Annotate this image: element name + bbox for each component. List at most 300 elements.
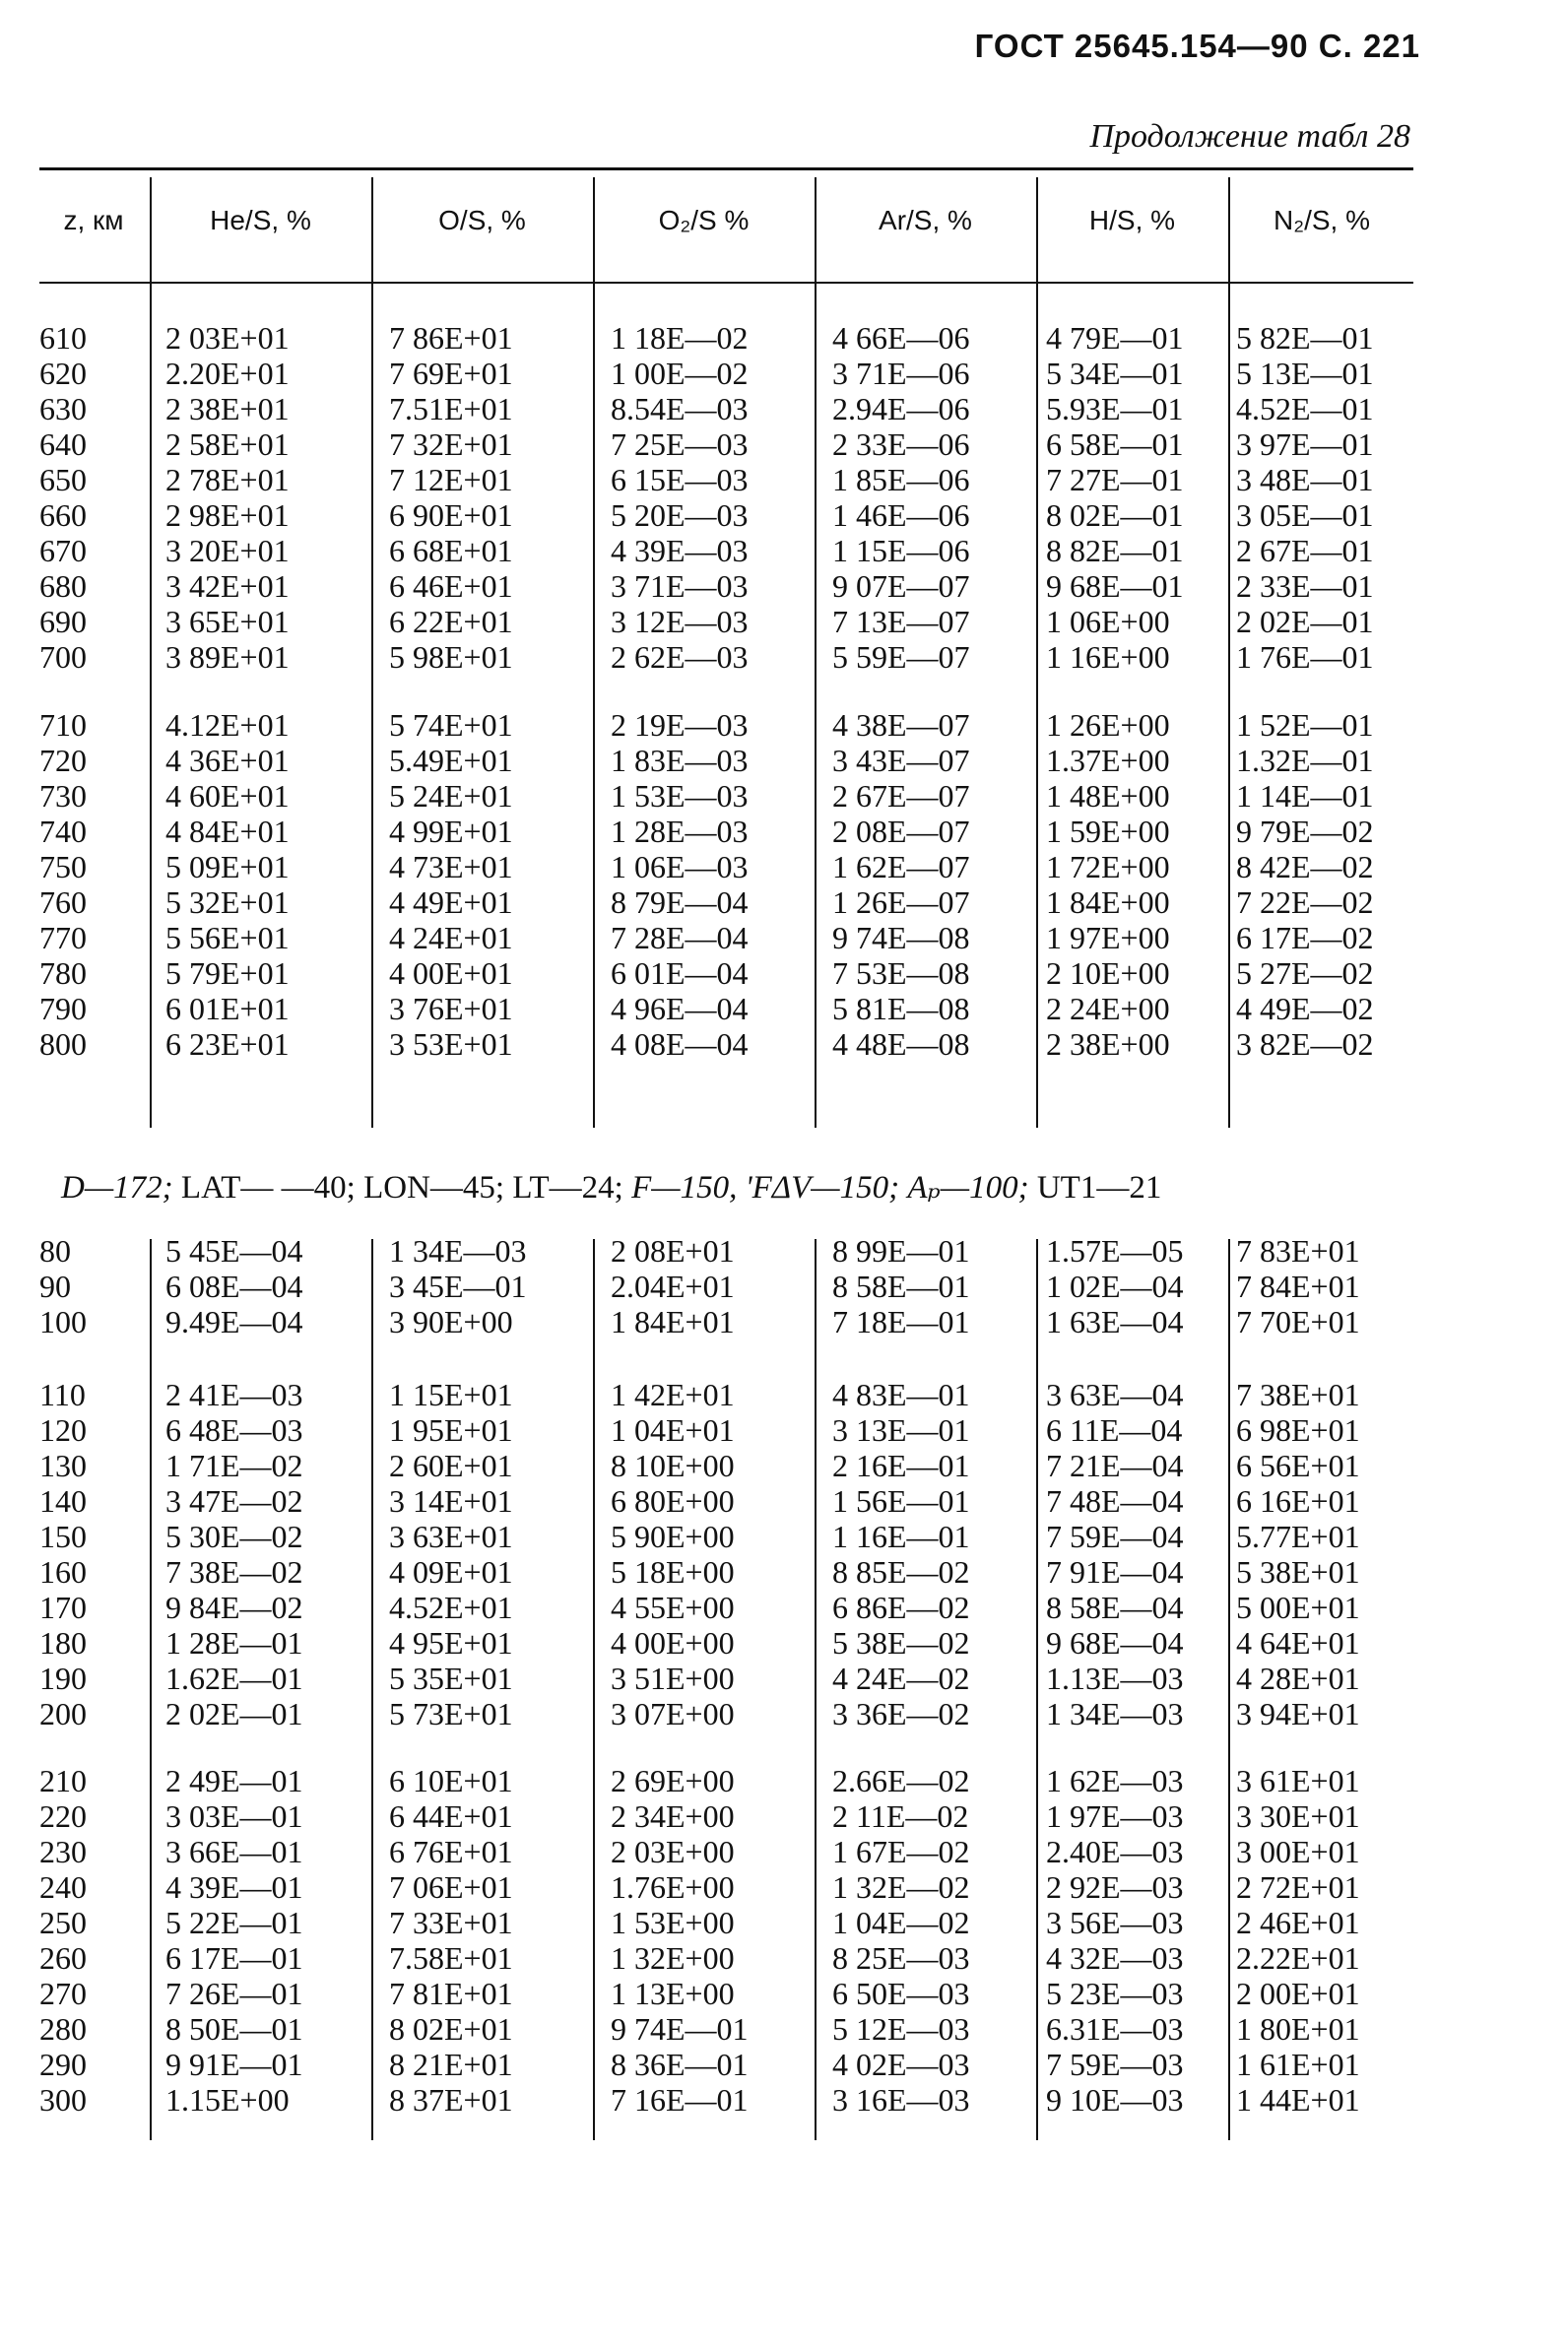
cell-he: 1 71E—02 (165, 1448, 303, 1483)
cell-n2: 4 64E+01 (1236, 1625, 1360, 1661)
cell-he: 2 58E+01 (165, 426, 290, 462)
cell-o: 4 24E+01 (389, 920, 513, 955)
cell-n2: 5 13E—01 (1236, 356, 1374, 391)
cell-h: 1 02E—04 (1046, 1269, 1184, 1304)
cell-n2: 6 17E—02 (1236, 920, 1374, 955)
table-row (0, 778, 1568, 814)
cell-n2: 5 27E—02 (1236, 955, 1374, 991)
cell-o: 4.52E+01 (389, 1590, 513, 1625)
cell-ar: 4 48E—08 (832, 1026, 970, 1062)
cell-o: 6 76E+01 (389, 1834, 513, 1869)
cell-he: 6 01E+01 (165, 991, 290, 1026)
cell-ar: 5 59E—07 (832, 639, 970, 675)
table-header-rule (39, 282, 1413, 284)
cell-n2: 2 46E+01 (1236, 1905, 1360, 1940)
cell-altitude: 670 (39, 533, 87, 568)
cell-h: 7 27E—01 (1046, 462, 1184, 497)
cell-h: 1 97E+00 (1046, 920, 1170, 955)
cell-he: 3 65E+01 (165, 604, 290, 639)
cell-o2: 5 20E—03 (611, 497, 749, 533)
cell-o2: 5 18E+00 (611, 1554, 735, 1590)
cell-altitude: 700 (39, 639, 87, 675)
table-row (0, 849, 1568, 884)
cell-ar: 7 18E—01 (832, 1304, 970, 1339)
cell-h: 1 06E+00 (1046, 604, 1170, 639)
cell-h: 6.31E—03 (1046, 2011, 1184, 2047)
cell-h: 1 34E—03 (1046, 1696, 1184, 1731)
cell-he: 5 32E+01 (165, 884, 290, 920)
cell-o2: 3 12E—03 (611, 604, 749, 639)
cond-fdv: 'FΔV—150; (745, 1170, 900, 1206)
cell-o2: 4 39E—03 (611, 533, 749, 568)
cell-o2: 1 13E+00 (611, 1976, 735, 2011)
cell-o2: 2.04E+01 (611, 1269, 735, 1304)
table-row (0, 2047, 1568, 2082)
cell-o: 7 32E+01 (389, 426, 513, 462)
cell-n2: 1 80E+01 (1236, 2011, 1360, 2047)
cond-f: F—150, (631, 1170, 738, 1206)
cell-altitude: 270 (39, 1976, 87, 2011)
cell-he: 2 03E+01 (165, 320, 290, 356)
cell-h: 2 24E+00 (1046, 991, 1170, 1026)
cell-ar: 4 83E—01 (832, 1377, 970, 1412)
cell-o: 7 33E+01 (389, 1905, 513, 1940)
cell-ar: 8 25E—03 (832, 1940, 970, 1976)
cell-n2: 2 02E—01 (1236, 604, 1374, 639)
cell-ar: 2.94E—06 (832, 391, 970, 426)
cond-d: D—172; (61, 1170, 173, 1206)
cell-n2: 8 42E—02 (1236, 849, 1374, 884)
cell-o2: 1 28E—03 (611, 814, 749, 849)
cell-o2: 4 96E—04 (611, 991, 749, 1026)
cell-h: 1 62E—03 (1046, 1763, 1184, 1798)
column-header-o: O/S, % (438, 205, 526, 235)
cell-o2: 6 15E—03 (611, 462, 749, 497)
cell-altitude: 620 (39, 356, 87, 391)
table-row (0, 1869, 1568, 1905)
cell-altitude: 650 (39, 462, 87, 497)
cell-o2: 1 83E—03 (611, 743, 749, 778)
cell-n2: 4 49E—02 (1236, 991, 1374, 1026)
cell-ar: 4 02E—03 (832, 2047, 970, 2082)
column-header-altitude: z, км (63, 205, 124, 235)
table-row (0, 533, 1568, 568)
cell-n2: 5 00E+01 (1236, 1590, 1360, 1625)
cell-altitude: 720 (39, 743, 87, 778)
table-row (0, 955, 1568, 991)
cell-o: 4 99E+01 (389, 814, 513, 849)
cell-o: 4 00E+01 (389, 955, 513, 991)
cell-o2: 3 07E+00 (611, 1696, 735, 1731)
table-row (0, 1940, 1568, 1976)
cell-h: 5 34E—01 (1046, 356, 1184, 391)
cell-o: 3 53E+01 (389, 1026, 513, 1062)
cell-o: 6 90E+01 (389, 497, 513, 533)
table-row (0, 604, 1568, 639)
cell-o2: 1 04E+01 (611, 1412, 735, 1448)
cell-o: 7.58E+01 (389, 1940, 513, 1976)
cell-altitude: 640 (39, 426, 87, 462)
cell-o: 8 02E+01 (389, 2011, 513, 2047)
cell-o2: 6 80E+00 (611, 1483, 735, 1519)
cell-h: 1.57E—05 (1046, 1233, 1184, 1269)
cell-he: 1.62E—01 (165, 1661, 303, 1696)
cell-h: 2 92E—03 (1046, 1869, 1184, 1905)
cell-altitude: 790 (39, 991, 87, 1026)
cell-h: 1 59E+00 (1046, 814, 1170, 849)
cell-ar: 5 81E—08 (832, 991, 970, 1026)
cell-ar: 4 66E—06 (832, 320, 970, 356)
table-row (0, 1412, 1568, 1448)
cell-o: 6 68E+01 (389, 533, 513, 568)
cell-o: 1 95E+01 (389, 1412, 513, 1448)
cell-ar: 1 67E—02 (832, 1834, 970, 1869)
cell-n2: 6 16E+01 (1236, 1483, 1360, 1519)
cell-n2: 3 30E+01 (1236, 1798, 1360, 1834)
cell-n2: 5 82E—01 (1236, 320, 1374, 356)
cell-altitude: 280 (39, 2011, 87, 2047)
cell-o: 6 10E+01 (389, 1763, 513, 1798)
cell-he: 5 79E+01 (165, 955, 290, 991)
cell-he: 5 30E—02 (165, 1519, 303, 1554)
column-header-o2: O₂/S % (658, 205, 750, 235)
cell-ar: 3 36E—02 (832, 1696, 970, 1731)
cell-h: 9 10E—03 (1046, 2082, 1184, 2118)
cell-he: 1 28E—01 (165, 1625, 303, 1661)
cell-ar: 3 16E—03 (832, 2082, 970, 2118)
cell-he: 4 84E+01 (165, 814, 290, 849)
table-row (0, 1905, 1568, 1940)
cell-o2: 6 01E—04 (611, 955, 749, 991)
cell-h: 5 23E—03 (1046, 1976, 1184, 2011)
cell-ar: 3 71E—06 (832, 356, 970, 391)
cell-n2: 5.77E+01 (1236, 1519, 1360, 1554)
column-header-ar: Ar/S, % (879, 205, 972, 235)
table-row (0, 426, 1568, 462)
cell-h: 1 72E+00 (1046, 849, 1170, 884)
cell-o2: 8 79E—04 (611, 884, 749, 920)
cell-altitude: 180 (39, 1625, 87, 1661)
cell-o2: 3 71E—03 (611, 568, 749, 604)
cell-o: 5 24E+01 (389, 778, 513, 814)
cell-he: 4 36E+01 (165, 743, 290, 778)
cell-o2: 3 51E+00 (611, 1661, 735, 1696)
table-row (0, 1377, 1568, 1412)
cell-he: 9.49E—04 (165, 1304, 303, 1339)
cell-ar: 9 07E—07 (832, 568, 970, 604)
cell-h: 6 58E—01 (1046, 426, 1184, 462)
table-row (0, 568, 1568, 604)
cell-altitude: 660 (39, 497, 87, 533)
table-row (0, 1834, 1568, 1869)
table-top-rule (39, 167, 1413, 170)
cell-o: 3 90E+00 (389, 1304, 513, 1339)
cell-n2: 2 67E—01 (1236, 533, 1374, 568)
cell-n2: 3 00E+01 (1236, 1834, 1360, 1869)
cell-o2: 1.76E+00 (611, 1869, 735, 1905)
cell-he: 2 49E—01 (165, 1763, 303, 1798)
cell-he: 4 60E+01 (165, 778, 290, 814)
cell-altitude: 210 (39, 1763, 87, 1798)
table-row (0, 707, 1568, 743)
cell-ar: 1 46E—06 (832, 497, 970, 533)
page-header: ГОСТ 25645.154—90 С. 221 (974, 28, 1420, 64)
cell-he: 4.12E+01 (165, 707, 290, 743)
cell-n2: 1 14E—01 (1236, 778, 1374, 814)
cell-o: 8 37E+01 (389, 2082, 513, 2118)
cell-o: 8 21E+01 (389, 2047, 513, 2082)
table-row (0, 1448, 1568, 1483)
cond-lat: LAT— —40; (180, 1170, 356, 1206)
cell-o2: 7 16E—01 (611, 2082, 749, 2118)
cell-o: 1 34E—03 (389, 1233, 527, 1269)
cell-ar: 3 13E—01 (832, 1412, 970, 1448)
table-row (0, 462, 1568, 497)
cell-o: 3 76E+01 (389, 991, 513, 1026)
cell-h: 7 59E—03 (1046, 2047, 1184, 2082)
cell-ar: 6 50E—03 (832, 1976, 970, 2011)
cell-n2: 7 83E+01 (1236, 1233, 1360, 1269)
cell-o2: 2 34E+00 (611, 1798, 735, 1834)
cell-h: 1 16E+00 (1046, 639, 1170, 675)
table-row (0, 1798, 1568, 1834)
cell-o: 5 73E+01 (389, 1696, 513, 1731)
cond-lt: LT—24; (512, 1170, 623, 1206)
table-row (0, 639, 1568, 675)
cell-o: 1 15E+01 (389, 1377, 513, 1412)
cell-altitude: 740 (39, 814, 87, 849)
cell-o2: 2 69E+00 (611, 1763, 735, 1798)
cell-o2: 1 00E—02 (611, 356, 749, 391)
cell-ar: 1 62E—07 (832, 849, 970, 884)
cell-altitude: 200 (39, 1696, 87, 1731)
cell-n2: 3 97E—01 (1236, 426, 1374, 462)
cell-o2: 2 19E—03 (611, 707, 749, 743)
cell-o: 4 95E+01 (389, 1625, 513, 1661)
cell-ar: 3 43E—07 (832, 743, 970, 778)
table-row (0, 2082, 1568, 2118)
cell-n2: 7 38E+01 (1236, 1377, 1360, 1412)
table-row (0, 1590, 1568, 1625)
cell-altitude: 160 (39, 1554, 87, 1590)
table-row (0, 743, 1568, 778)
table-row (0, 320, 1568, 356)
cell-he: 2 41E—03 (165, 1377, 303, 1412)
cell-he: 7 38E—02 (165, 1554, 303, 1590)
cell-o2: 8 10E+00 (611, 1448, 735, 1483)
cell-ar: 1 85E—06 (832, 462, 970, 497)
table-row (0, 1483, 1568, 1519)
cell-he: 9 91E—01 (165, 2047, 303, 2082)
cell-n2: 5 38E+01 (1236, 1554, 1360, 1590)
cell-he: 2 78E+01 (165, 462, 290, 497)
cell-altitude: 780 (39, 955, 87, 991)
cell-he: 5 22E—01 (165, 1905, 303, 1940)
cell-he: 2 38E+01 (165, 391, 290, 426)
cell-ar: 8 99E—01 (832, 1233, 970, 1269)
cell-o: 5.49E+01 (389, 743, 513, 778)
table-row (0, 1233, 1568, 1269)
cell-h: 9 68E—01 (1046, 568, 1184, 604)
cell-o2: 8 36E—01 (611, 2047, 749, 2082)
conditions-line (61, 1167, 1161, 1207)
cell-ar: 5 38E—02 (832, 1625, 970, 1661)
cell-altitude: 170 (39, 1590, 87, 1625)
cell-n2: 7 70E+01 (1236, 1304, 1360, 1339)
cell-o: 7 81E+01 (389, 1976, 513, 2011)
cell-ar: 2 11E—02 (832, 1798, 969, 1834)
cell-ar: 1 32E—02 (832, 1869, 970, 1905)
table-row (0, 1625, 1568, 1661)
cell-n2: 2 72E+01 (1236, 1869, 1360, 1905)
cell-h: 3 63E—04 (1046, 1377, 1184, 1412)
cell-ar: 5 12E—03 (832, 2011, 970, 2047)
cell-o: 7 06E+01 (389, 1869, 513, 1905)
cell-o2: 1 53E—03 (611, 778, 749, 814)
cell-h: 4 32E—03 (1046, 1940, 1184, 1976)
cell-altitude: 760 (39, 884, 87, 920)
cell-n2: 3 82E—02 (1236, 1026, 1374, 1062)
cell-he: 2.20E+01 (165, 356, 290, 391)
cell-altitude: 90 (39, 1269, 71, 1304)
cell-h: 1 97E—03 (1046, 1798, 1184, 1834)
cell-altitude: 610 (39, 320, 87, 356)
cell-o2: 2 08E+01 (611, 1233, 735, 1269)
cell-altitude: 300 (39, 2082, 87, 2118)
cell-o2: 4 00E+00 (611, 1625, 735, 1661)
cell-altitude: 120 (39, 1412, 87, 1448)
table-row (0, 1269, 1568, 1304)
cell-ar: 1 26E—07 (832, 884, 970, 920)
cell-altitude: 290 (39, 2047, 87, 2082)
table-row (0, 920, 1568, 955)
cell-he: 5 45E—04 (165, 1233, 303, 1269)
cell-altitude: 140 (39, 1483, 87, 1519)
cell-altitude: 100 (39, 1304, 87, 1339)
cell-o: 3 63E+01 (389, 1519, 513, 1554)
table-row (0, 2011, 1568, 2047)
cell-altitude: 240 (39, 1869, 87, 1905)
cell-h: 1 26E+00 (1046, 707, 1170, 743)
cell-o2: 9 74E—01 (611, 2011, 749, 2047)
cell-n2: 4.52E—01 (1236, 391, 1374, 426)
cell-n2: 9 79E—02 (1236, 814, 1374, 849)
cell-h: 8 02E—01 (1046, 497, 1184, 533)
cell-h: 7 91E—04 (1046, 1554, 1184, 1590)
cell-o2: 2 62E—03 (611, 639, 749, 675)
cell-he: 3 20E+01 (165, 533, 290, 568)
table-row (0, 991, 1568, 1026)
cell-n2: 3 05E—01 (1236, 497, 1374, 533)
cell-n2: 7 22E—02 (1236, 884, 1374, 920)
cell-ar: 8 58E—01 (832, 1269, 970, 1304)
cell-n2: 1.32E—01 (1236, 743, 1374, 778)
cell-ar: 2.66E—02 (832, 1763, 970, 1798)
cell-altitude: 230 (39, 1834, 87, 1869)
cell-altitude: 260 (39, 1940, 87, 1976)
table-row (0, 1519, 1568, 1554)
cell-o: 7 12E+01 (389, 462, 513, 497)
cell-n2: 4 28E+01 (1236, 1661, 1360, 1696)
cell-altitude: 770 (39, 920, 87, 955)
cell-ar: 2 16E—01 (832, 1448, 970, 1483)
cell-h: 8 58E—04 (1046, 1590, 1184, 1625)
cell-he: 3 03E—01 (165, 1798, 303, 1834)
cond-ut: UT1—21 (1036, 1170, 1162, 1206)
cell-he: 3 89E+01 (165, 639, 290, 675)
cell-ar: 1 04E—02 (832, 1905, 970, 1940)
cell-o2: 5 90E+00 (611, 1519, 735, 1554)
cell-o2: 4 08E—04 (611, 1026, 749, 1062)
cell-altitude: 710 (39, 707, 87, 743)
table-row (0, 1661, 1568, 1696)
cell-o: 7.51E+01 (389, 391, 513, 426)
cell-h: 7 48E—04 (1046, 1483, 1184, 1519)
cell-h: 9 68E—04 (1046, 1625, 1184, 1661)
cell-h: 1 48E+00 (1046, 778, 1170, 814)
cell-n2: 3 48E—01 (1236, 462, 1374, 497)
table-row (0, 1304, 1568, 1339)
cell-h: 8 82E—01 (1046, 533, 1184, 568)
cell-altitude: 800 (39, 1026, 87, 1062)
cell-h: 1 84E+00 (1046, 884, 1170, 920)
cell-he: 3 47E—02 (165, 1483, 303, 1519)
cell-he: 2 98E+01 (165, 497, 290, 533)
cell-he: 3 42E+01 (165, 568, 290, 604)
column-header-he: He/S, % (210, 205, 311, 235)
cell-h: 2 10E+00 (1046, 955, 1170, 991)
cell-h: 7 59E—04 (1046, 1519, 1184, 1554)
cell-o2: 8.54E—03 (611, 391, 749, 426)
cell-n2: 7 84E+01 (1236, 1269, 1360, 1304)
column-header-h: H/S, % (1088, 205, 1176, 235)
cond-lon: LON—45; (363, 1170, 505, 1206)
cell-he: 3 66E—01 (165, 1834, 303, 1869)
cell-he: 1.15E+00 (165, 2082, 290, 2118)
cell-o: 7 86E+01 (389, 320, 513, 356)
cell-he: 8 50E—01 (165, 2011, 303, 2047)
cell-h: 1.13E—03 (1046, 1661, 1184, 1696)
table-row (0, 1026, 1568, 1062)
cell-h: 5.93E—01 (1046, 391, 1184, 426)
cell-he: 6 08E—04 (165, 1269, 303, 1304)
cell-he: 5 09E+01 (165, 849, 290, 884)
cell-ar: 7 53E—08 (832, 955, 970, 991)
cell-o: 6 22E+01 (389, 604, 513, 639)
cell-he: 6 23E+01 (165, 1026, 290, 1062)
table-row (0, 1763, 1568, 1798)
cell-o: 3 14E+01 (389, 1483, 513, 1519)
cell-o: 6 44E+01 (389, 1798, 513, 1834)
cell-altitude: 630 (39, 391, 87, 426)
cell-o: 4 49E+01 (389, 884, 513, 920)
cell-o: 5 74E+01 (389, 707, 513, 743)
cell-ar: 4 24E—02 (832, 1661, 970, 1696)
cell-o: 3 45E—01 (389, 1269, 527, 1304)
cell-altitude: 130 (39, 1448, 87, 1483)
cell-o2: 1 53E+00 (611, 1905, 735, 1940)
cell-h: 2.40E—03 (1046, 1834, 1184, 1869)
cell-o: 5 35E+01 (389, 1661, 513, 1696)
cell-h: 3 56E—03 (1046, 1905, 1184, 1940)
cell-h: 7 21E—04 (1046, 1448, 1184, 1483)
cell-ar: 2 08E—07 (832, 814, 970, 849)
cell-altitude: 730 (39, 778, 87, 814)
cell-h: 6 11E—04 (1046, 1412, 1183, 1448)
cell-ar: 6 86E—02 (832, 1590, 970, 1625)
cell-altitude: 80 (39, 1233, 71, 1269)
cell-h: 4 79E—01 (1046, 320, 1184, 356)
